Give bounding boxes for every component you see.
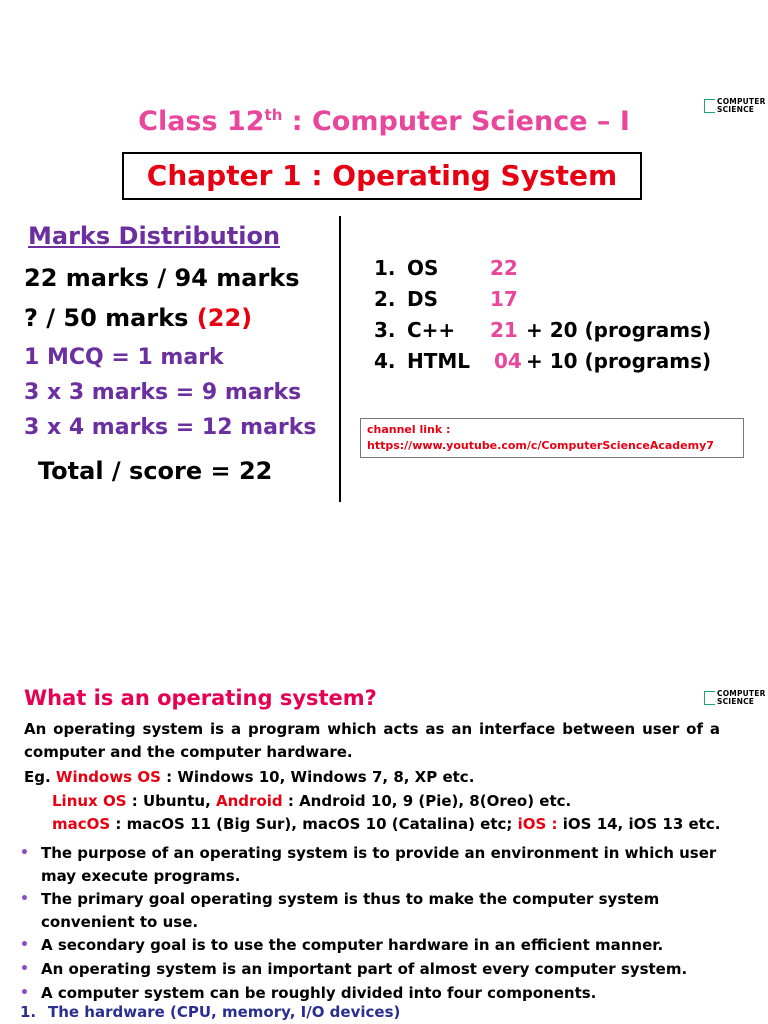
list-item: • The primary goal operating system is thus to make the computer system convenient to use. xyxy=(20,890,660,931)
marks-line-3: 1 MCQ = 1 mark xyxy=(24,345,224,370)
bullet-dot-icon: • xyxy=(20,984,29,1001)
computer-science-logo xyxy=(704,690,766,705)
example-mac: macOS : macOS 11 (Big Sur), macOS 10 (Catalina) etc; iOS : iOS 14, iOS 13 etc. xyxy=(52,815,721,833)
channel-link-url[interactable]: https://www.youtube.com/c/ComputerScienceAcademy7 xyxy=(367,439,714,452)
logo-line1: COMPUTER xyxy=(717,689,766,698)
channel-link-label: channel link : xyxy=(367,423,451,436)
component-item-hardware: 1. The hardware (CPU, memory, I/O devices) xyxy=(20,1003,401,1021)
example-windows: Eg. Windows OS : Windows 10, Windows 7, 8, XP etc. xyxy=(24,768,475,786)
list-item: • An operating system is an important part of almost every computer system. xyxy=(20,958,720,981)
bullet-dot-icon: • xyxy=(20,891,29,908)
bullet-dot-icon: • xyxy=(20,845,29,861)
marks-line-4: 3 x 3 marks = 9 marks xyxy=(24,380,302,405)
marks-line-5: 3 x 4 marks = 12 marks xyxy=(24,415,317,440)
os-question-heading: What is an operating system? xyxy=(24,686,377,710)
vertical-divider xyxy=(339,216,341,502)
slide-2 xyxy=(0,512,768,1024)
chapter-box xyxy=(122,152,642,200)
channel-link-box xyxy=(360,418,744,458)
example-linux: Linux OS : Ubuntu, Android : Android 10, 9 (Pie), 8(Oreo) etc. xyxy=(52,792,572,810)
os-bullet-list xyxy=(20,842,720,1005)
marks-heading: Marks Distribution xyxy=(28,222,281,250)
bullet-dot-icon: • xyxy=(20,961,29,978)
logo-line2: SCIENCE xyxy=(717,696,755,706)
marks-line-1: 22 marks / 94 marks xyxy=(24,264,300,292)
logo-line1: COMPUTER xyxy=(717,97,766,106)
list-item: • The purpose of an operating system is to provide an environment in which user may execute programs. xyxy=(20,844,717,885)
bullet-dot-icon: • xyxy=(20,937,29,954)
slide-1: COMPUTER SCIENCE Class 12th : Computer Science – I Chapter 1 : Operating System Marks Distribution 22 marks / 94 marks ? / 50 marks (22) 1 MCQ = 1 mark 3 x 3 marks = 9 marks 3 x 4 marks = 12 marks Total / score = 22 1. OS 22 2. DS 17 3. C++ 21 + 20 (programs) 4. HTML 04 + 10 (programs) channel link : https://www.youtube.com/c/ComputerScienceAcademy7 xyxy=(0,0,768,512)
logo-bracket-icon xyxy=(704,691,715,705)
class-title: Class 12th : Computer Science – I xyxy=(138,106,630,137)
marks-line-2: ? / 50 marks (22) xyxy=(24,304,253,332)
logo-line2: SCIENCE xyxy=(717,104,755,114)
os-definition: An operating system is a program which acts as an interface between user of a computer and the computer hardware. xyxy=(24,720,720,761)
total-score: Total / score = 22 xyxy=(38,457,273,485)
list-item: • A secondary goal is to use the computer hardware in an efficient manner. xyxy=(20,934,720,957)
chapter-title: Chapter 1 : Operating System xyxy=(146,159,618,192)
list-item: • A computer system can be roughly divided into four components. xyxy=(20,982,720,1005)
